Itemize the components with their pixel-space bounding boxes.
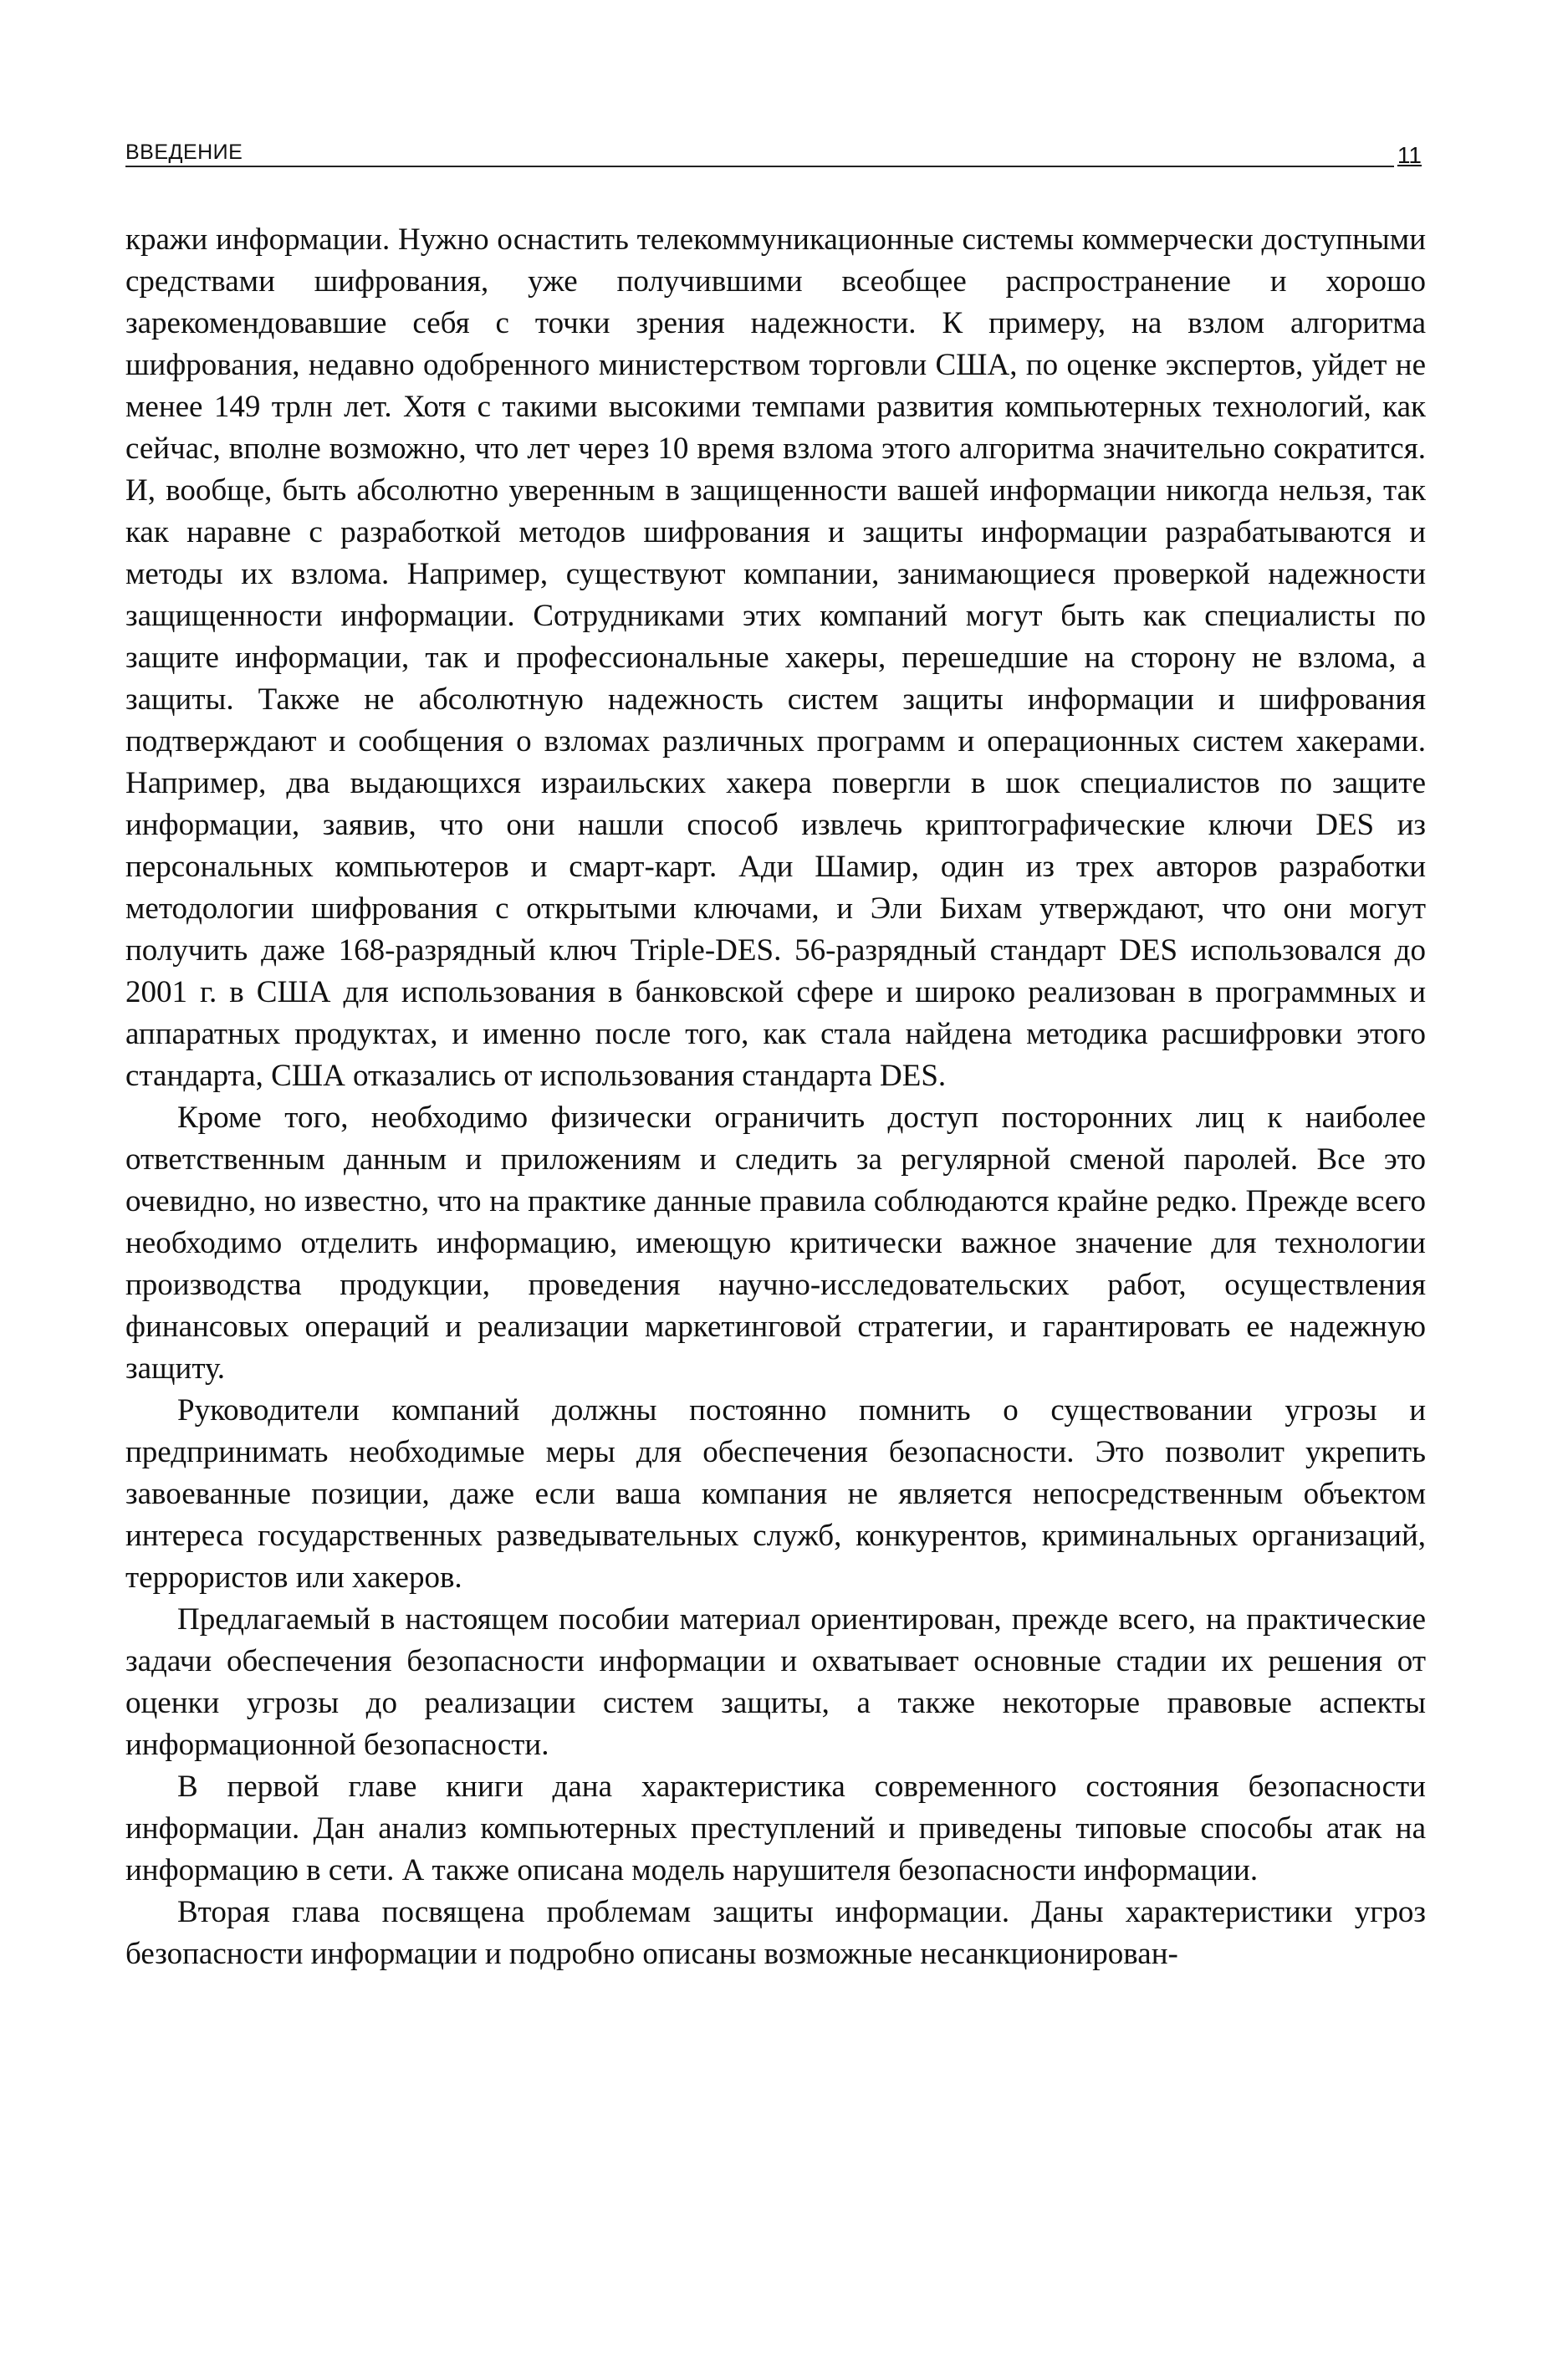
body-text [125,219,1426,1975]
paragraph: кражи информации. Нужно оснастить телекоммуникационные системы коммерчески доступными средствами шифрования, уже получившими всеобщее распространение и хорошо зарекомендовавшие себя с точки зрения надежности. К примеру, на взлом алгоритма шифрования, недавно одобренного министерством торговли США, по оценке экспертов, уйдет не менее 149 трлн лет. Хотя с такими высокими темпами развития компьютерных технологий, как сейчас, вполне возможно, что лет через 10 время взлома этого алгоритма значительно сократится. И, вообще, быть абсолютно уверенным в защищенности вашей информации никогда нельзя, так как наравне с разработкой методов шифрования и защиты информации разрабатываются и методы их взлома. Например, существуют компании, занимающиеся проверкой надежности защищенности информации. Сотрудниками этих компаний могут быть как специалисты по защите информации, так и профессиональные хакеры, перешедшие на сторону не взлома, а защиты. Также не абсолютную надежность систем защиты информации и шифрования подтверждают и сообщения о взломах различных программ и операционных систем хакерами. Например, два выдающихся израильских хакера повергли в шок специалистов по защите информации, заявив, что они нашли способ извлечь криптографические ключи DES из персональных компьютеров и смарт-карт. Ади Шамир, один из трех авторов разработки методологии шифрования с открытыми ключами, и Эли Бихам утверждают, что они могут получить даже 168-разрядный ключ Triple-DES. 56-разрядный стандарт DES использовался до 2001 г. в США для использования в банковской сфере и широко реализован в программных и аппаратных продуктах, и именно после того, как стала найдена методика расшифровки этого стандарта, США отказались от использования стандарта DES. [125,222,1426,1093]
paragraph: Кроме того, необходимо физически ограничить доступ посторонних лиц к наиболее ответственным данным и приложениям и следить за регулярной сменой паролей. Все это очевидно, но известно, что на практике данные правила соблюдаются крайне редко. Прежде всего необходимо отделить информацию, имеющую критически важное значение для технологии производства продукции, проведения научно-исследовательских работ, осуществления финансовых операций и реализации маркетинговой стратегии, и гарантировать ее надежную защиту. [125,1101,1426,1386]
paragraph: Вторая глава посвящена проблемам защиты информации. Даны характеристики угроз безопасности информации и подробно описаны возможные несанкционирован- [125,1895,1426,1971]
paragraph: В первой главе книги дана характеристика современного состояния безопасности информации. Дан анализ компьютерных преступлений и приведены типовые способы атак на информацию в сети. А также описана модель нарушителя безопасности информации. [125,1770,1426,1887]
page-header [125,140,1422,174]
paragraph: Руководители компаний должны постоянно помнить о существовании угрозы и предпринимать необходимые меры для обеспечения безопасности. Это позволит укрепить завоеванные позиции, даже если ваша компания не является непосредственным объектом интереса государственных разведывательных служб, конкурентов, криминальных организаций, террористов или хакеров. [125,1393,1426,1595]
paragraph: Предлагаемый в настоящем пособии материал ориентирован, прежде всего, на практические задачи обеспечения безопасности информации и охватывает основные стадии их решения от оценки угрозы до реализации систем защиты, а также некоторые правовые аспекты информационной безопасности. [125,1602,1426,1762]
running-title: ВВЕДЕНИЕ [125,140,246,165]
page-number: 11 [1394,142,1422,169]
header-rule [125,166,1422,167]
